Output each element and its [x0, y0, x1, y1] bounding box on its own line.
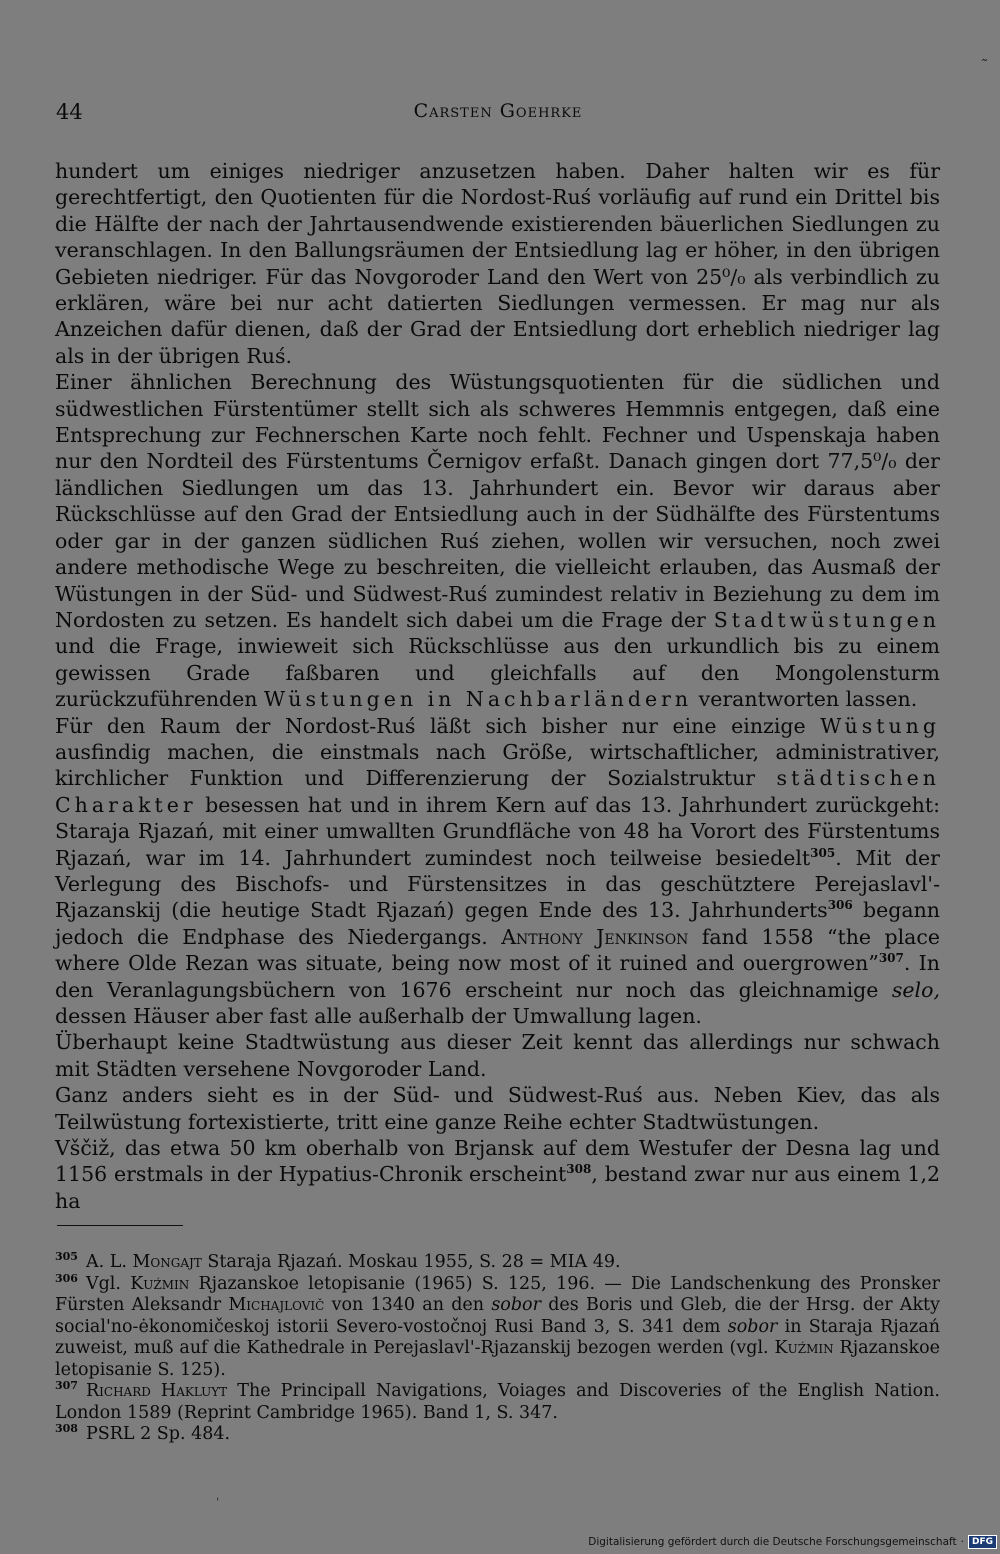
page-number: 44: [56, 100, 83, 124]
emphasis-spaced: städtischen Charakter: [55, 766, 940, 817]
page-header: [56, 100, 940, 130]
paragraph: Einer ähnlichen Berechnung des Wüstungsquotienten für die südlichen und südwestlichen Fürstentümer stellt sich als schweres Hemmnis entgegen, daß eine Entsprechung zur Fechnerschen Karte noch fehlt. Fechner und Uspenskaja haben nur den Nordteil des Fürstentums Černigov erfaßt. Danach gingen dort 77,5⁰/₀ der ländlichen Siedlungen um das 13. Jahrhundert ein. Bevor wir daraus aber Rückschlüsse auf den Grad der Entsiedlung auch in der Südhälfte des Fürstentums oder gar in der ganzen südlichen Ruś ziehen, wollen wir versuchen, noch zwei andere methodische Wege zu beschreiten, die vielleicht erlauben, das Ausmaß der Wüstungen in der Süd- und Südwest-Ruś zumindest relativ in Beziehung zu dem im Nordosten zu setzen. Es handelt sich dabei um die Frage der Stadtwüstungen und die Frage, inwieweit sich Rückschlüsse aus den urkundlich bis zu einem gewissen Grade faßbaren und gleichfalls auf den Mongolensturm zurückzuführenden Wüstungen in Nachbarländern verantworten lassen.: [55, 370, 940, 712]
paragraph: Überhaupt keine Stadtwüstung aus dieser Zeit kennt das allerdings nur schwach mit Städten versehene Novgoroder Land.: [55, 1030, 940, 1081]
body-text: [55, 158, 940, 1214]
footnote-ref: 306: [827, 898, 853, 913]
footnote: $^{308}$ PSRL 2 Sp. 484.: [55, 1422, 231, 1444]
paragraph: hundert um einiges niedriger anzusetzen haben. Daher halten wir es für gerechtfertigt, den Quotienten für die Nordost-Ruś vorläufig auf rund ein Drittel bis die Hälfte der nach der Jahrtausendwende existierenden bäuerlichen Siedlungen zu veranschlagen. In den Ballungsräumen der Entsiedlung lag er höher, in den übrigen Gebieten niedriger. Für das Novgoroder Land den Wert von 25⁰/₀ als verbindlich zu erklären, wäre bei nur acht datierten Siedlungen vermessen. Er mag nur als Anzeichen dafür dienen, daß der Grad der Entsiedlung dort erheblich niedriger lag als in der übrigen Ruś.: [55, 159, 940, 368]
scan-speck: ˌ: [216, 1488, 220, 1502]
digitization-note: Digitalisierung gefördert durch die Deutsche Forschungsgemeinschaft: [588, 1535, 957, 1548]
italic-term: selo,: [891, 977, 940, 1002]
dfg-logo-icon: DFG: [968, 1535, 997, 1549]
footnote: $^{305}$ A. L. Mongajt Staraja Rjazań. Moskau 1955, S. 28 = MIA 49.: [55, 1250, 621, 1272]
footnote-divider: [57, 1225, 183, 1226]
author-name: Anthony Jenkinson: [501, 924, 689, 949]
emphasis-spaced: Wüstung: [820, 713, 940, 738]
scan-edge-mark: ˜: [981, 58, 988, 74]
paragraph: Ganz anders sieht es in der Süd- und Südwest-Ruś aus. Neben Kiev, das als Teilwüstung fortexistierte, tritt eine ganze Reihe echter Stadtwüstungen.: [55, 1083, 940, 1134]
paragraph: Für den Raum der Nordost-Ruś läßt sich bisher nur eine einzige Wüstung ausfindig machen, die einstmals nach Größe, wirtschaftlicher, administrativer, kirchlicher Funktion und Differenzierung der Sozialstruktur städtischen Charakter besessen hat und in ihrem Kern auf das 13. Jahrhundert zurückgeht: Staraja Rjazań, mit einer umwallten Grundfläche von 48 ha Vorort des Fürstentums Rjazań, war im 14. Jahrhundert zumindest noch teilweise besiedelt$^{305}$. Mit der Verlegung des Bischofs- und Fürstensitzes in das geschütztere Perejaslavl'-Rjazanskij (die heutige Stadt Rjazań) gegen Ende des 13. Jahrhunderts$^{306}$ begann jedoch die Endphase des Niedergangs. Anthony Jenkinson fand 1558 “the place where Olde Rezan was situate, being now most of it ruined and ouergrowen”$^{307}$. In den Veranlagungsbüchern von 1676 erscheint nur noch das gleichnamige selo, dessen Häuser aber fast alle außerhalb der Umwallung lagen.: [55, 713, 940, 1028]
footnote-ref: 305: [810, 845, 836, 860]
digitization-footer: Digitalisierung gefördert durch die Deutsche Forschungsgemeinschaft · DFG: [588, 1534, 997, 1549]
footnote-ref: 308: [566, 1162, 592, 1177]
footnote: $^{307}$ Richard Hakluyt The Principall Navigations, Voiages and Discoveries of the English Nation. London 1589 (Reprint Cambridge 1965). Band 1, S. 347.: [55, 1379, 940, 1423]
footnote-ref: 307: [878, 951, 904, 966]
footnote: $^{306}$ Vgl. Kuźmin Rjazanskoe letopisanie (1965) S. 125, 196. — Die Landschenkung des Pronsker Fürsten Aleksandr Michajlovič von 1340 an den sobor des Boris und Gleb, die der Hrsg. der Akty social'no-ėkonomičeskoj istorii Severo-vostočnoj Rusi Band 3, S. 341 dem sobor in Staraja Rjazań zuweist, muß auf die Kathedrale in Perejaslavl'-Rjazanskij bezogen werden (vgl. Kuźmin Rjazanskoe letopisanie S. 125).: [55, 1271, 940, 1380]
emphasis-spaced: Wüstungen in Nachbarländern: [264, 687, 693, 712]
footnotes: [55, 1252, 940, 1446]
running-head: Carsten Goehrke: [413, 100, 583, 122]
emphasis-spaced: Stadtwüstungen: [713, 607, 940, 632]
paragraph: Vščiž, das etwa 50 km oberhalb von Brjansk auf dem Westufer der Desna lag und 1156 erstmals in der Hypatius-Chronik erscheint$^{308}$, bestand zwar nur aus einem 1,2 ha: [55, 1136, 941, 1213]
